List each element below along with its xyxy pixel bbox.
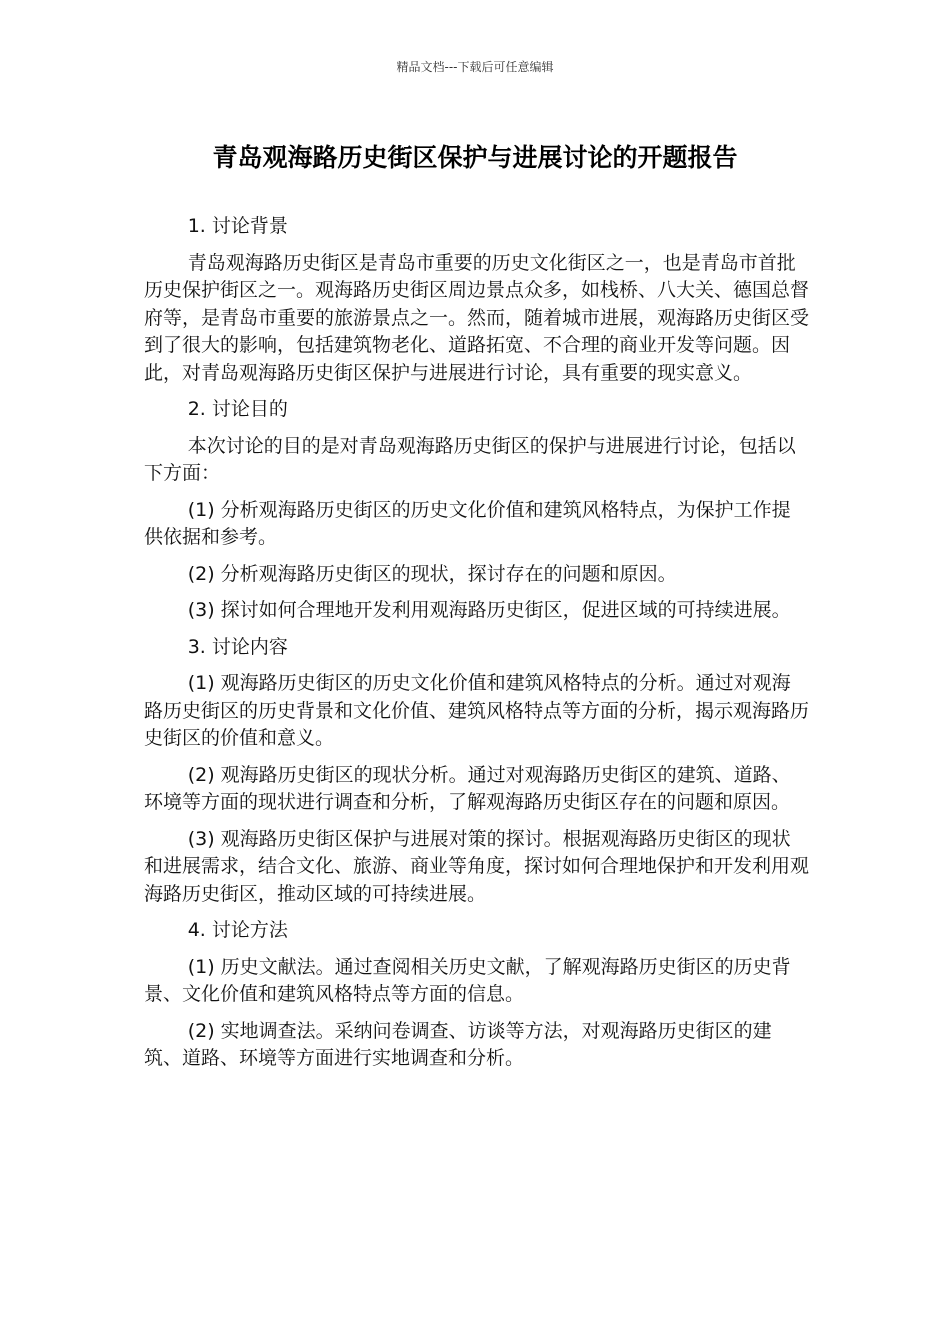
section-content	[144, 634, 809, 909]
list-item: (2) 观海路历史街区的现状分析。通过对观海路历史街区的建筑、道路、环境等方面的现状进行调查和分析，了解观海路历史街区存在的问题和原因。	[144, 763, 791, 813]
section-heading: 3. 讨论内容	[187, 635, 288, 658]
list-item: (3) 探讨如何合理地开发利用观海路历史街区，促进区域的可持续进展。	[187, 599, 791, 621]
section-heading: 1. 讨论背景	[187, 215, 288, 237]
section-background	[144, 213, 809, 387]
list-item: (2) 实地调查法。采纳问卷调查、访谈等方法，对观海路历史街区的建筑、道路、环境等方面进行实地调查和分析。	[144, 1019, 772, 1069]
list-item: (3) 观海路历史街区保护与进展对策的探讨。根据观海路历史街区的现状和进展需求，结合文化、旅游、商业等角度，探讨如何合理地保护和开发利用观海路历史街区，推动区域的可持续进展。	[144, 827, 810, 905]
section-heading: 4. 讨论方法	[187, 919, 288, 941]
section-heading: 2. 讨论目的	[187, 398, 288, 420]
document-body	[144, 213, 809, 1082]
section-methods	[144, 917, 809, 1073]
document-title: 青岛观海路历史街区保护与进展讨论的开题报告	[212, 143, 738, 172]
paragraph: 本次讨论的目的是对青岛观海路历史街区的保护与进展进行讨论，包括以下方面：	[144, 434, 796, 484]
list-item: (1) 观海路历史街区的历史文化价值和建筑风格特点的分析。通过对观海路历史街区的历史背景和文化价值、建筑风格特点等方面的分析，揭示观海路历史街区的价值和意义。	[144, 672, 810, 749]
page-header: 精品文档---下载后可任意编辑	[396, 60, 554, 74]
list-item: (1) 分析观海路历史街区的历史文化价值和建筑风格特点，为保护工作提供依据和参考。	[144, 498, 791, 548]
list-item: (1) 历史文献法。通过查阅相关历史文献，了解观海路历史街区的历史背景、文化价值和建筑风格特点等方面的信息。	[144, 955, 791, 1005]
section-purpose	[144, 396, 809, 625]
paragraph: 青岛观海路历史街区是青岛市重要的历史文化街区之一，也是青岛市首批历史保护街区之一。观海路历史街区周边景点众多，如栈桥、八大关、德国总督府等，是青岛市重要的旅游景点之一。然而，随着城市进展，观海路历史街区受到了很大的影响，包括建筑物老化、道路拓宽、不合理的商业开发等问题。因此，对青岛观海路历史街区保护与进展进行讨论，具有重要的现实意义。	[144, 251, 810, 384]
list-item: (2) 分析观海路历史街区的现状，探讨存在的问题和原因。	[187, 562, 677, 585]
